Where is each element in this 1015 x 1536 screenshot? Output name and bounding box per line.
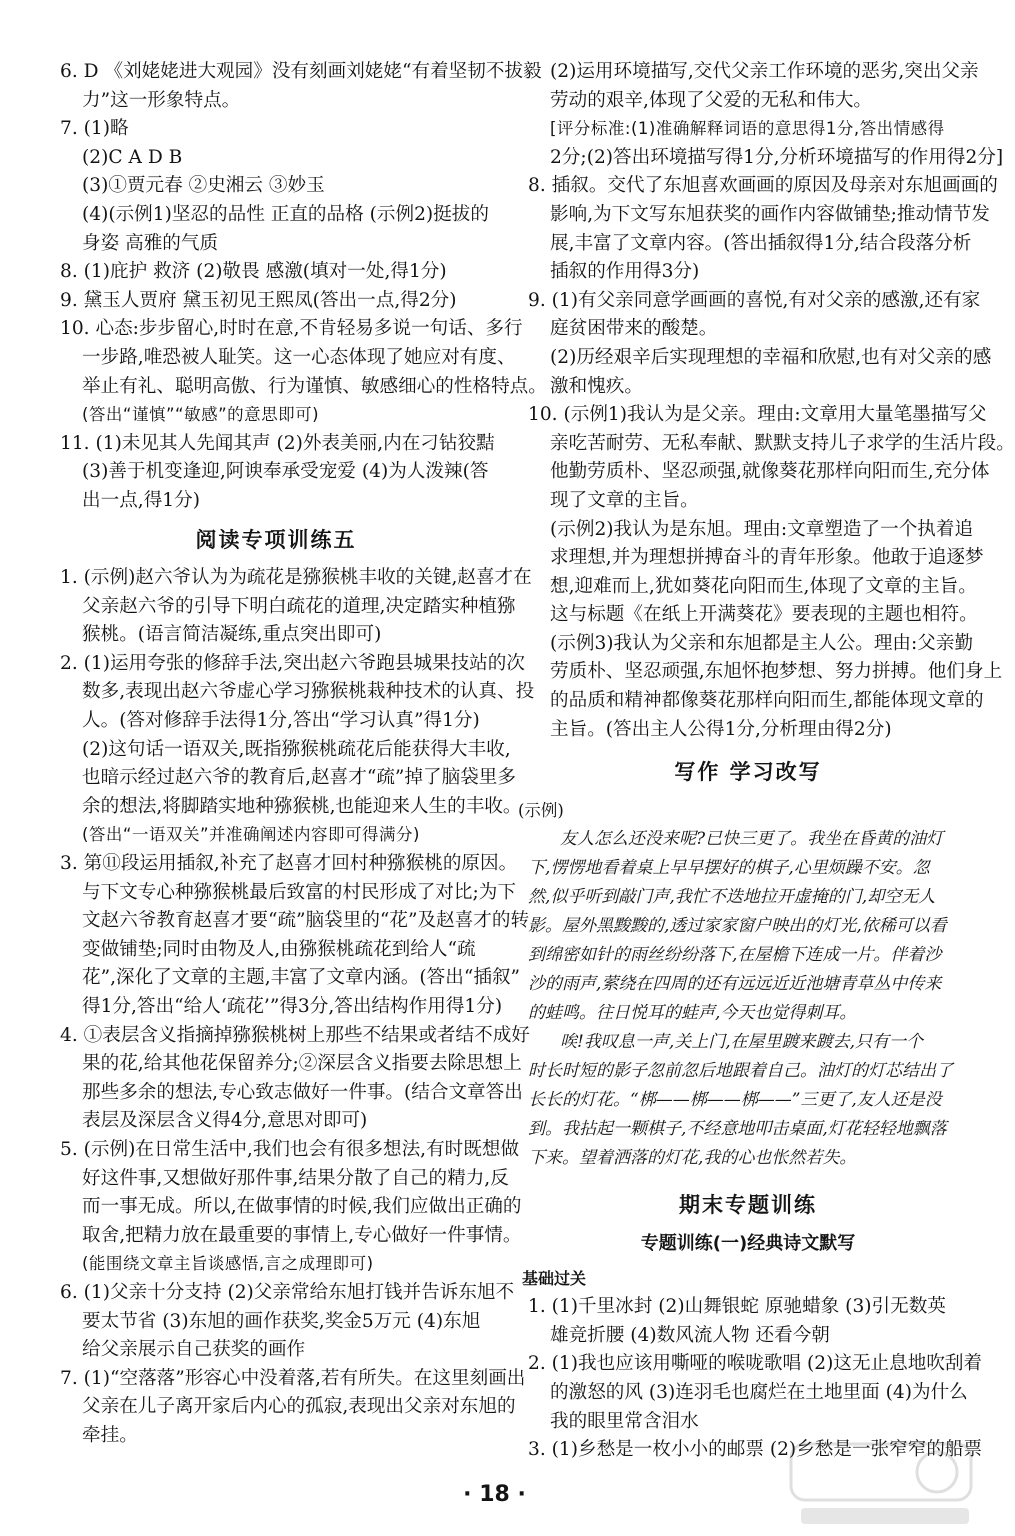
answer-line: 亲吃苦耐劳、无私奉献、默默支持儿子求学的生活片段。	[550, 432, 1015, 454]
answer-item	[60, 315, 547, 429]
answer-line: 2. (1)我也应该用嘶哑的喉咙歌唱 (2)这无止息地吹刮着	[528, 1353, 983, 1375]
answer-line: 得1分,答出“给人‘疏花’”得3分,答出结构作用得1分)	[82, 996, 503, 1017]
watermark-logo	[787, 1438, 977, 1530]
answer-line: 表层及深层含义得4分,意思对即可)	[82, 1110, 368, 1132]
answer-line: (示例3)我认为父亲和东旭都是主人公。理由:父亲勤	[550, 632, 974, 654]
basic-level-heading: 基础过关	[522, 1268, 587, 1288]
answer-line: 这与标题《在纸上开满葵花》要表现的主题也相符。	[550, 604, 978, 626]
answer-item	[528, 1293, 968, 1350]
answer-line: 猴桃。(语言简洁凝练,重点突出即可)	[82, 624, 382, 646]
answer-line: 果的花,给其他花保留养分;②深层含义指要去除思想上	[82, 1053, 522, 1075]
answer-line: 与下文专心种猕猴桃最后致富的村民形成了对比;为下	[82, 881, 516, 903]
answer-line: 变做铺垫;同时由物及人,由猕猴桃疏花到给人“疏	[82, 938, 476, 960]
answer-line: 7. (1)“空落落”形容心中没着落,若有所失。在这里刻画出	[60, 1367, 526, 1389]
answer-line: 人。(答对修辞手法得1分,答出“学习认真”得1分)	[82, 710, 480, 732]
essay-line: 影。屋外黑黢黢的,透过家家窗户映出的灯光,依稀可以看	[528, 916, 947, 937]
answer-line: 主旨。(答出主人公得1分,分析理由得2分)	[550, 718, 892, 740]
answer-line: (3)①贾元春 ②史湘云 ③妙玉	[82, 175, 325, 197]
essay-line: 沙的雨声,萦绕在四周的还有远远近近池塘青草丛中传来	[528, 974, 942, 995]
answer-line: 9. 黛玉人贾府 黛玉初见王熙凤(答出一点,得2分)	[60, 289, 457, 311]
answer-item	[528, 630, 1003, 744]
answer-item	[60, 1022, 530, 1136]
answer-line: (3)善于机变逢迎,阿谀奉承受宠爱 (4)为人泼辣(答	[82, 461, 489, 483]
answer-line: (2)C A D B	[82, 146, 183, 168]
answer-line: 举止有礼、聪明高傲、行为谨慎、敏感细心的性格特点。	[82, 375, 547, 397]
answer-list-left-top	[60, 58, 547, 516]
answer-line: 而一事无成。所以,在做事情的时候,我们应做出正确的	[82, 1196, 522, 1218]
answer-line: 给父亲展示自己获奖的画作	[82, 1339, 306, 1361]
answer-line: 力”这一形象特点。	[82, 89, 241, 111]
answer-line: 出一点,得1分)	[82, 489, 200, 511]
answer-line: 2分;(2)答出环境描写得1分,分析环境描写的作用得2分]	[550, 146, 1004, 168]
essay-line: 时长时短的影子忽前忽后地跟着自己。油灯的灯芯结出了	[528, 1061, 953, 1082]
answer-line: (2)历经艰辛后实现理想的幸福和欣慰,也有对父亲的感	[550, 346, 992, 368]
answer-line: 那些多余的想法,专心致志做好一件事。(结合文章答出	[82, 1081, 523, 1103]
answer-line: (能围绕文章主旨谈感悟,言之成理即可)	[82, 1254, 374, 1274]
answer-line: 取舍,把精力放在最重要的事情上,专心做好一件事情。	[82, 1224, 522, 1246]
answer-line: (2)运用环境描写,交代父亲工作环境的恶劣,突出父亲	[550, 61, 979, 82]
answer-line: 余的想法,将脚踏实地种猕猴桃,也能迎来人生的丰收。	[82, 795, 522, 817]
answer-item	[528, 172, 998, 286]
answer-line: (示例2)我认为是东旭。理由:文章塑造了一个执着追	[550, 518, 974, 540]
answer-item	[60, 58, 542, 115]
answer-line: 好这件事,又想做好那件事,结果分散了自己的精力,反	[82, 1167, 509, 1189]
answer-line: (2)这句话一语双关,既指猕猴桃疏花后能获得大丰收,	[82, 738, 511, 760]
answer-line: 身姿 高雅的气质	[82, 232, 219, 254]
answer-item	[60, 201, 492, 258]
essay-line: 的蛙鸣。往日悦耳的蛙声,今天也觉得刺耳。	[528, 1003, 857, 1024]
page-number: · 18 ·	[463, 1482, 526, 1507]
answer-item	[60, 1365, 526, 1451]
answer-item	[60, 258, 492, 287]
essay-paragraph	[528, 825, 968, 1028]
answer-line: 展,丰富了文章内容。(答出插叙得1分,结合段落分析	[550, 232, 972, 254]
answer-line: 数多,表现出赵六爷虚心学习猕猴桃栽种技术的认真、投	[82, 681, 535, 703]
answer-line: 1. (1)千里冰封 (2)山舞银蛇 原驰蜡象 (3)引无数英	[528, 1296, 946, 1318]
answer-line: 庭贫困带来的酸楚。	[550, 318, 718, 340]
answer-line: 3. 第⑪段运用插叙,补充了赵喜才回村种猕猴桃的原因。	[60, 853, 518, 875]
answer-line: 影响,为下文写东旭获奖的画作内容做铺垫;推动情节发	[550, 203, 990, 225]
answer-item	[60, 1279, 515, 1365]
essay-line: 下,愣愣地看着桌上早早摆好的棋子,心里烦躁不安。忽	[528, 858, 930, 879]
answer-line: 9. (1)有父亲同意学画画的喜悦,有对父亲的感激,还有家	[528, 289, 981, 311]
answer-line: 文赵六爷教育赵喜才要“疏”脑袋里的“花”及赵喜才的转	[82, 910, 530, 932]
essay-line: 然,似乎听到敲门声,我忙不迭地拉开虚掩的门,却空无人	[528, 887, 936, 908]
answer-line: 3. (1)乡愁是一枚小小的邮票 (2)乡愁是一张窄窄的船票	[528, 1439, 983, 1461]
answer-line: 要太节省 (3)东旭的画作获奖,奖金5万元 (4)东旭	[82, 1310, 481, 1332]
answer-line: 劳质朴、坚忍顽强,东旭怀抱梦想、努力拼搏。他们身上	[550, 661, 1003, 683]
answer-list-right-top	[528, 58, 1015, 744]
answer-line: 花”,深化了文章的主题,丰富了文章内涵。(答出“插叙”	[82, 967, 521, 989]
answer-item	[60, 430, 495, 516]
answer-line: 牵挂。	[82, 1424, 138, 1446]
answer-line: 5. (示例)在日常生活中,我们也会有很多想法,有时既想做	[60, 1138, 520, 1160]
answer-item	[60, 736, 522, 850]
answer-item	[528, 58, 979, 115]
answer-item	[528, 401, 1015, 515]
answer-line: 我的眼里常含泪水	[550, 1410, 699, 1432]
answer-line: 父亲赵六爷的引导下明白疏花的道理,决定踏实种植猕	[82, 595, 516, 617]
answer-line: 4. ①表层含义指摘掉猕猴桃树上那些不结果或者结不成好	[60, 1024, 530, 1046]
answer-line: 父亲在儿子离开家后内心的孤寂,表现出父亲对东旭的	[82, 1396, 516, 1418]
answer-line: 10. 心态:步步留心,时时在意,不肯轻易多说一句话、多行	[60, 318, 523, 340]
answer-item	[60, 144, 492, 173]
answer-line: 2. (1)运用夸张的修辞手法,突出赵六爷跑县城果技站的次	[60, 652, 525, 674]
answer-item	[528, 287, 981, 344]
answer-line: 的品质和精神都像葵花那样向阳而生,都能体现文章的	[550, 690, 984, 712]
section-title-final: 期末专题训练	[679, 1193, 817, 1218]
section-title-writing: 写作 学习改写	[674, 760, 822, 785]
answer-line: (4)(示例1)坚忍的品性 正直的品格 (示例2)挺拔的	[82, 203, 489, 225]
section-title-reading-5: 阅读专项训练五	[195, 527, 357, 552]
answer-item	[60, 1136, 522, 1279]
answer-line: 1. (示例)赵六爷认为为疏花是猕猴桃丰收的关键,赵喜才在	[60, 567, 532, 589]
answer-item	[528, 115, 1004, 172]
answer-item	[60, 850, 530, 1022]
answer-item	[60, 564, 532, 650]
answer-line: 他勤劳质朴、坚忍顽强,就像葵花那样向阳而生,充分体	[550, 461, 990, 483]
answer-item	[528, 1350, 983, 1436]
answer-line: 8. (1)庇护 救济 (2)敬畏 感激(填对一处,得1分)	[60, 261, 447, 283]
answer-line: 6. (1)父亲十分支持 (2)父亲常给东旭打钱并告诉东旭不	[60, 1281, 515, 1303]
section-subtitle-poetry: 专题训练(一)经典诗文默写	[640, 1233, 856, 1255]
answer-line: 求理想,并为理想拼搏奋斗的青年形象。他敢于追逐梦	[550, 547, 984, 569]
essay-label: (示例)	[518, 800, 564, 820]
essay-line: 到。我拈起一颗棋子,不经意地叩击桌面,灯花轻轻地飘落	[528, 1119, 947, 1140]
answer-line: (答出“一语双关”并准确阐述内容即可得满分)	[82, 825, 420, 845]
answer-line: 7. (1)略	[60, 118, 129, 140]
sample-essay	[528, 825, 968, 1173]
answer-line: 想,迎难而上,犹如葵花向阳而生,体现了文章的主旨。	[550, 575, 977, 597]
essay-line: 到绵密如针的雨丝纷纷落下,在屋檐下连成一片。伴着沙	[528, 945, 942, 966]
answer-item	[60, 172, 492, 201]
answer-line: 劳动的艰辛,体现了父爱的无私和伟大。	[550, 89, 873, 111]
answer-line: 一步路,唯恐被人耻笑。这一心态体现了她应对有度、	[82, 346, 516, 368]
answer-list-left-bottom	[60, 564, 535, 1450]
answer-line: 的激怒的风 (3)连羽毛也腐烂在土地里面 (4)为什么	[550, 1382, 968, 1403]
answer-line: 激和愧疚。	[550, 375, 643, 397]
answer-line: 11. (1)未见其人先闻其声 (2)外表美丽,内在刁钻狡黠	[60, 432, 495, 454]
answer-item	[60, 287, 492, 316]
answer-line: 插叙的作用得3分)	[550, 261, 700, 283]
right-column	[518, 58, 1015, 1465]
answer-line: [评分标准:(1)准确解释词语的意思得1分,答出情感得	[550, 119, 945, 139]
answer-item	[528, 344, 992, 401]
answer-item	[60, 115, 492, 144]
answer-item	[528, 516, 984, 630]
answer-line: 10. (示例1)我认为是父亲。理由:文章用大量笔墨描写父	[528, 404, 987, 426]
answer-line: 6. D 《刘姥姥进大观园》没有刻画刘姥姥“有着坚韧不拔毅	[60, 61, 542, 82]
answer-line: 也暗示经过赵六爷的教育后,赵喜才“疏”掉了脑袋里多	[82, 767, 516, 789]
answer-line: (答出“谨慎”“敏感”的意思即可)	[82, 405, 320, 425]
essay-line: 友人怎么还没来呢?已快三更了。我坐在昏黄的油灯	[560, 829, 944, 850]
essay-line: 唉!我叹息一声,关上门,在屋里踱来踱去,只有一个	[560, 1032, 924, 1053]
answer-item	[60, 650, 535, 736]
essay-line: 下来。望着洒落的灯花,我的心也怅然若失。	[528, 1148, 857, 1169]
essay-paragraph	[528, 1028, 968, 1173]
answer-line: 8. 插叙。交代了东旭喜欢画画的原因及母亲对东旭画画的	[528, 175, 998, 197]
essay-line: 长长的灯花。“梆——梆——梆——”三更了,友人还是没	[528, 1090, 942, 1111]
answer-line: 现了文章的主旨。	[550, 489, 699, 511]
answer-line: 雄竞折腰 (4)数风流人物 还看今朝	[550, 1324, 830, 1346]
left-column	[60, 58, 547, 1451]
